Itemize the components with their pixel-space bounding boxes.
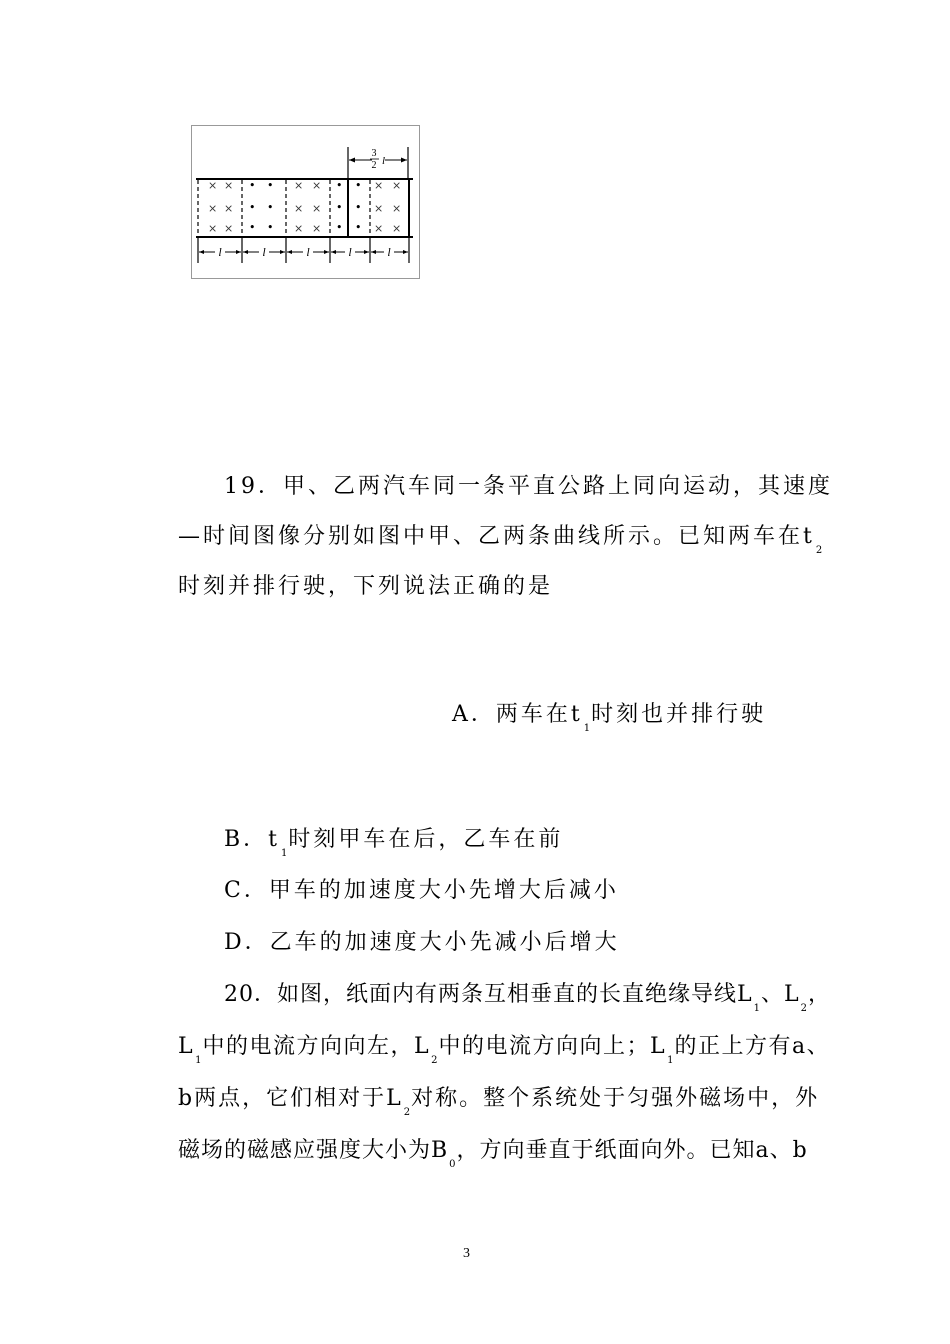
cross-mark: × <box>392 202 402 215</box>
top-dim-numerator: 3 <box>371 148 377 159</box>
subscript: 1 <box>195 1055 202 1066</box>
subscript: 0 <box>449 1159 456 1170</box>
dot-mark: • <box>267 201 274 214</box>
dot-mark: • <box>336 179 343 192</box>
subscript: 2 <box>403 1107 411 1118</box>
option-a-pre: A．两车在t <box>452 702 583 727</box>
q20-l2-d: 的正上方有a、 <box>674 1034 831 1059</box>
top-dim-denominator: 2 <box>371 160 377 171</box>
q20-l2-b: 中的电流方向向左，L <box>202 1034 431 1059</box>
q20-line-2 <box>178 1032 831 1076</box>
subscript: 1 <box>753 1003 760 1014</box>
q20-l2-c: 中的电流方向向上；L <box>438 1034 667 1059</box>
subscript: 1 <box>583 723 591 734</box>
q20-l2-a: L <box>178 1034 195 1059</box>
cross-mark: × <box>294 179 304 192</box>
q20-l4-b: ，方向垂直于纸面向外。已知a、b <box>456 1138 808 1163</box>
cross-mark: × <box>208 222 218 235</box>
dot-mark: • <box>267 221 274 234</box>
bottom-dim-label-4: l <box>348 245 352 259</box>
q20-line-1 <box>224 980 864 1024</box>
option-b-post: 时刻甲车在后，乙车在前 <box>288 827 564 852</box>
dot-mark: • <box>355 201 362 214</box>
q19-option-d: D．乙车的加速度大小先减小后增大 <box>224 930 620 955</box>
cross-mark: × <box>374 179 384 192</box>
q20-line-4 <box>178 1136 818 1180</box>
dot-mark: • <box>336 201 343 214</box>
magnetic-field-figure <box>191 125 420 279</box>
top-dim-symbol: l <box>382 155 386 167</box>
q20-l1-b: 、L <box>760 982 800 1007</box>
cross-mark: × <box>224 222 234 235</box>
cross-mark: × <box>374 222 384 235</box>
bottom-dim-label-2: l <box>262 245 266 259</box>
subscript: 1 <box>281 848 288 859</box>
dot-mark: • <box>355 179 362 192</box>
page-number: 3 <box>463 1246 470 1261</box>
subscript: 2 <box>431 1055 438 1066</box>
dot-mark: • <box>249 201 256 214</box>
bottom-dim-label-1: l <box>218 245 222 259</box>
subscript: 2 <box>800 1003 807 1014</box>
dot-mark: • <box>249 179 256 192</box>
cross-mark: × <box>392 179 402 192</box>
q19-line-1: 19．甲、乙两汽车同一条平直公路上同向运动，其速度 <box>224 474 833 499</box>
cross-mark: × <box>224 202 234 215</box>
dot-mark: • <box>267 179 274 192</box>
q20-l3-a: b两点，它们相对于L <box>178 1086 403 1111</box>
dot-mark: • <box>355 221 362 234</box>
bottom-dim-label-5: l <box>387 245 391 259</box>
cross-mark: × <box>392 222 402 235</box>
option-b-pre: B．t <box>224 827 281 852</box>
q20-line-3 <box>178 1084 818 1128</box>
dot-mark: • <box>249 221 256 234</box>
cross-mark: × <box>294 202 304 215</box>
q19-option-c: C．甲车的加速度大小先增大后减小 <box>224 878 619 903</box>
subscript: 2 <box>815 545 823 556</box>
q19-line-3: 时刻并排行驶，下列说法正确的是 <box>178 574 554 599</box>
q19-option-a <box>452 700 950 744</box>
cross-mark: × <box>312 222 322 235</box>
dot-mark: • <box>336 221 343 234</box>
cross-mark: × <box>374 202 384 215</box>
cross-mark: × <box>294 222 304 235</box>
bottom-dim-label-3: l <box>306 245 310 259</box>
cross-mark: × <box>208 202 218 215</box>
q20-l1-a: 20．如图，纸面内有两条互相垂直的长直绝缘导线L <box>224 982 753 1007</box>
subscript: 1 <box>667 1055 674 1066</box>
q20-l4-a: 磁场的磁感应强度大小为B <box>178 1138 449 1163</box>
q19-option-b <box>224 825 864 869</box>
cross-mark: × <box>312 202 322 215</box>
q19-line-2-text: —时间图像分别如图中甲、乙两条曲线所示。已知两车在t <box>178 524 815 549</box>
cross-mark: × <box>208 179 218 192</box>
q20-l1-c: ， <box>807 982 831 1007</box>
q20-l3-b: 对称。整个系统处于匀强外磁场中，外 <box>411 1086 820 1111</box>
q19-line-2 <box>178 522 823 566</box>
cross-mark: × <box>224 179 234 192</box>
cross-mark: × <box>312 179 322 192</box>
option-a-post: 时刻也并排行驶 <box>591 702 767 727</box>
